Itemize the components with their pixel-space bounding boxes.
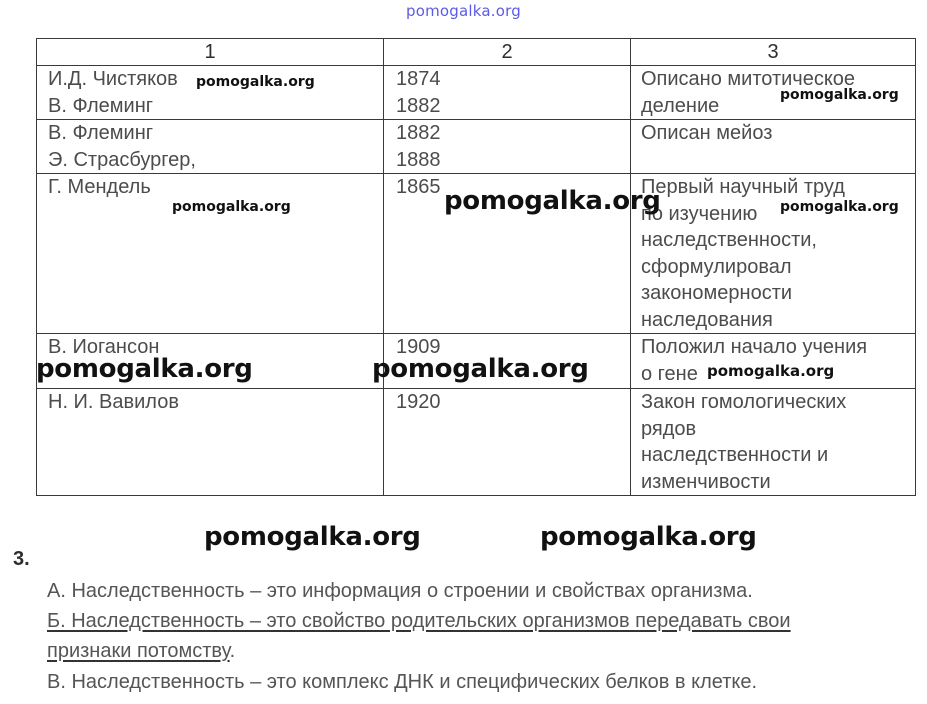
answer-b-line1: Б. Наследственность – это свойство родительских организмов передавать свои [47,610,791,632]
year-cell: 1909 [396,336,441,358]
watermark: pomogalka.org [780,87,899,103]
discovery-cell: Описан мейоз [641,122,773,144]
watermark: pomogalka.org [172,199,291,215]
top-watermark: pomogalka.org [406,2,521,20]
answer-b-period: . [229,640,236,662]
year-cell: 1874 1882 [396,68,441,117]
answer-v: В. Наследственность – это комплекс ДНК и специфических белков в клетке. [47,671,758,693]
scientist-cell: Н. И. Вавилов [48,391,179,413]
year-cell: 1882 1888 [396,122,441,171]
scientist-cell: Г. Мендель [48,176,151,198]
scientist-cell: В. Флеминг Э. Страсбургер, [48,122,196,171]
table-row [37,120,916,174]
watermark: pomogalka.org [372,354,589,384]
watermark: pomogalka.org [540,522,757,552]
watermark: pomogalka.org [780,199,899,215]
discovery-cell: Закон гомологических рядов наследственности и изменчивости [641,391,847,493]
header-col-2: 2 [384,39,631,66]
header-col-3: 3 [631,39,916,66]
watermark: pomogalka.org [444,186,661,216]
watermark: pomogalka.org [196,74,315,90]
table-row [37,389,916,496]
answer-b-line2-text: признаки потомству [47,640,230,662]
watermark: pomogalka.org [36,354,253,384]
year-cell: 1920 [396,391,441,413]
answer-b-line2 [47,636,235,666]
watermark: pomogalka.org [204,522,421,552]
watermark: pomogalka.org [707,362,835,380]
scientist-cell: И.Д. Чистяков В. Флеминг [48,68,178,117]
answer-a: А. Наследственность – это информация о строении и свойствах организма. [47,580,753,602]
table-header-row [37,39,916,66]
discoveries-table [36,38,916,496]
discovery-cell: Описано митотическое деление [641,68,856,117]
discovery-cell: Первый научный труд по изучению наследственности, сформулировал закономерности наследования [641,176,845,331]
scientist-cell: В. Иогансон [48,336,160,358]
question-number: 3. [13,548,30,570]
discovery-cell: Положил начало учения о гене [641,336,868,385]
header-col-1: 1 [37,39,384,66]
year-cell: 1865 [396,176,441,198]
